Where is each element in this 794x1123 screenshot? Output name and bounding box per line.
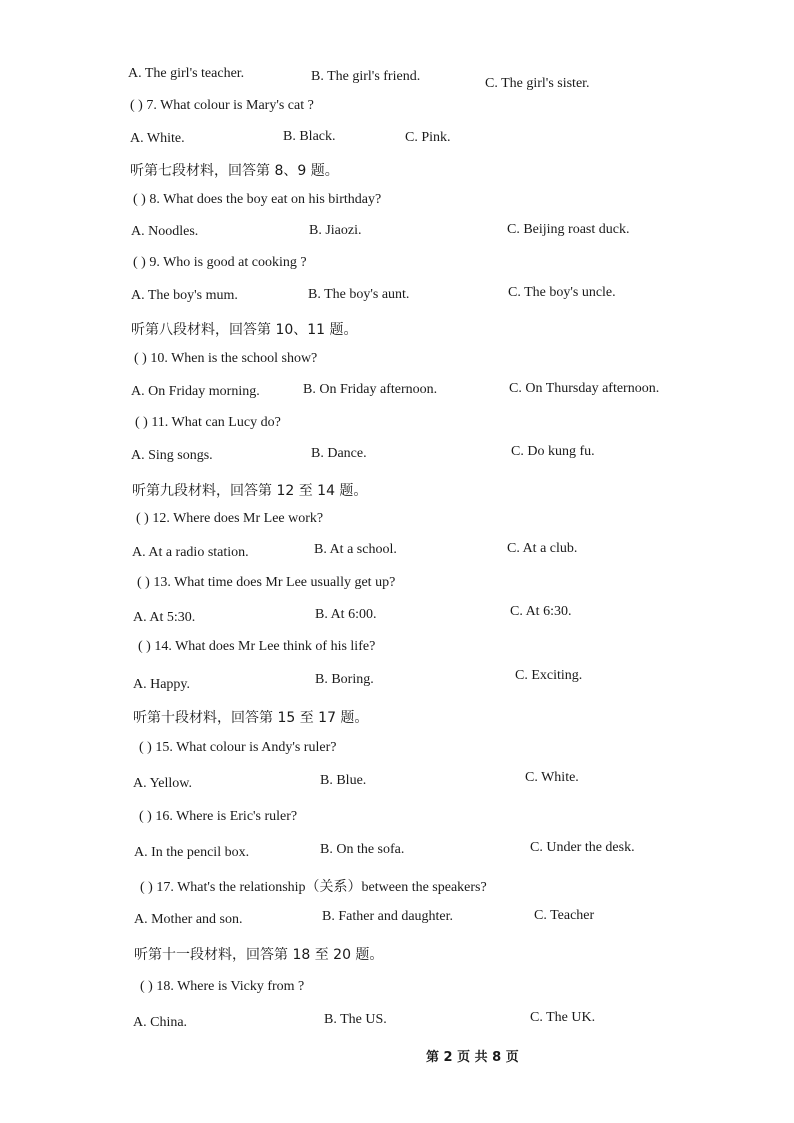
q11-option-a: A. Sing songs. [131, 448, 213, 463]
section-10-heading: 听第十段材料，回答第 15 至 17 题。 [133, 710, 369, 726]
q11-stem: ( ) 11. What can Lucy do? [135, 415, 281, 430]
q11-option-c: C. Do kung fu. [511, 444, 595, 459]
q14-stem: ( ) 14. What does Mr Lee think of his life? [138, 639, 376, 654]
section-7-heading: 听第七段材料，回答第 8、9 题。 [130, 163, 339, 179]
q18-option-a: A. China. [133, 1015, 188, 1030]
q17-option-a: A. Mother and son. [134, 912, 243, 927]
q18-option-c: C. The UK. [530, 1010, 596, 1025]
q8-option-a: A. Noodles. [131, 224, 199, 239]
q17-stem: ( ) 17. What's the relationship（关系）between the speakers? [140, 880, 487, 895]
page-footer: 第 2 页 共 8 页 [426, 1050, 519, 1065]
q13-option-c: C. At 6:30. [510, 604, 572, 619]
q10-option-c: C. On Thursday afternoon. [509, 381, 660, 396]
q15-option-b: B. Blue. [320, 773, 367, 788]
q15-option-c: C. White. [525, 770, 579, 785]
q10-stem: ( ) 10. When is the school show? [134, 351, 318, 366]
q13-stem: ( ) 13. What time does Mr Lee usually get up? [137, 575, 396, 590]
q9-option-a: A. The boy's mum. [131, 288, 238, 303]
q6-option-c: C. The girl's sister. [485, 76, 590, 91]
q16-option-a: A. In the pencil box. [134, 845, 250, 860]
q9-option-b: B. The boy's aunt. [308, 287, 410, 302]
q10-option-b: B. On Friday afternoon. [303, 382, 438, 397]
q14-option-c: C. Exciting. [515, 668, 583, 683]
q11-option-b: B. Dance. [311, 446, 367, 461]
q7-option-c: C. Pink. [405, 130, 451, 145]
q12-option-b: B. At a school. [314, 542, 397, 557]
q12-stem: ( ) 12. Where does Mr Lee work? [136, 511, 324, 526]
q9-stem: ( ) 9. Who is good at cooking ? [133, 255, 307, 270]
q7-option-a: A. White. [130, 131, 185, 146]
section-8-heading: 听第八段材料，回答第 10、11 题。 [131, 322, 358, 338]
q17-option-c: C. Teacher [534, 908, 595, 923]
q13-option-a: A. At 5:30. [133, 610, 196, 625]
section-9-heading: 听第九段材料，回答第 12 至 14 题。 [132, 483, 368, 499]
q9-option-c: C. The boy's uncle. [508, 285, 616, 300]
q16-stem: ( ) 16. Where is Eric's ruler? [139, 809, 298, 824]
section-11-heading: 听第十一段材料，回答第 18 至 20 题。 [134, 947, 384, 963]
q10-option-a: A. On Friday morning. [131, 384, 260, 399]
q8-option-c: C. Beijing roast duck. [507, 222, 630, 237]
q15-option-a: A. Yellow. [133, 776, 192, 791]
q18-option-b: B. The US. [324, 1012, 387, 1027]
q6-option-a: A. The girl's teacher. [128, 66, 245, 81]
q8-stem: ( ) 8. What does the boy eat on his birthday? [133, 192, 382, 207]
q18-stem: ( ) 18. Where is Vicky from ? [140, 979, 305, 994]
q16-option-c: C. Under the desk. [530, 840, 635, 855]
q6-option-b: B. The girl's friend. [311, 69, 421, 84]
q12-option-a: A. At a radio station. [132, 545, 249, 560]
q13-option-b: B. At 6:00. [315, 607, 377, 622]
q16-option-b: B. On the sofa. [320, 842, 405, 857]
q14-option-b: B. Boring. [315, 672, 374, 687]
q15-stem: ( ) 15. What colour is Andy's ruler? [139, 740, 337, 755]
q17-option-b: B. Father and daughter. [322, 909, 454, 924]
q7-stem: ( ) 7. What colour is Mary's cat ? [130, 98, 314, 113]
q8-option-b: B. Jiaozi. [309, 223, 362, 238]
q12-option-c: C. At a club. [507, 541, 578, 556]
q14-option-a: A. Happy. [133, 677, 191, 692]
q7-option-b: B. Black. [283, 129, 336, 144]
